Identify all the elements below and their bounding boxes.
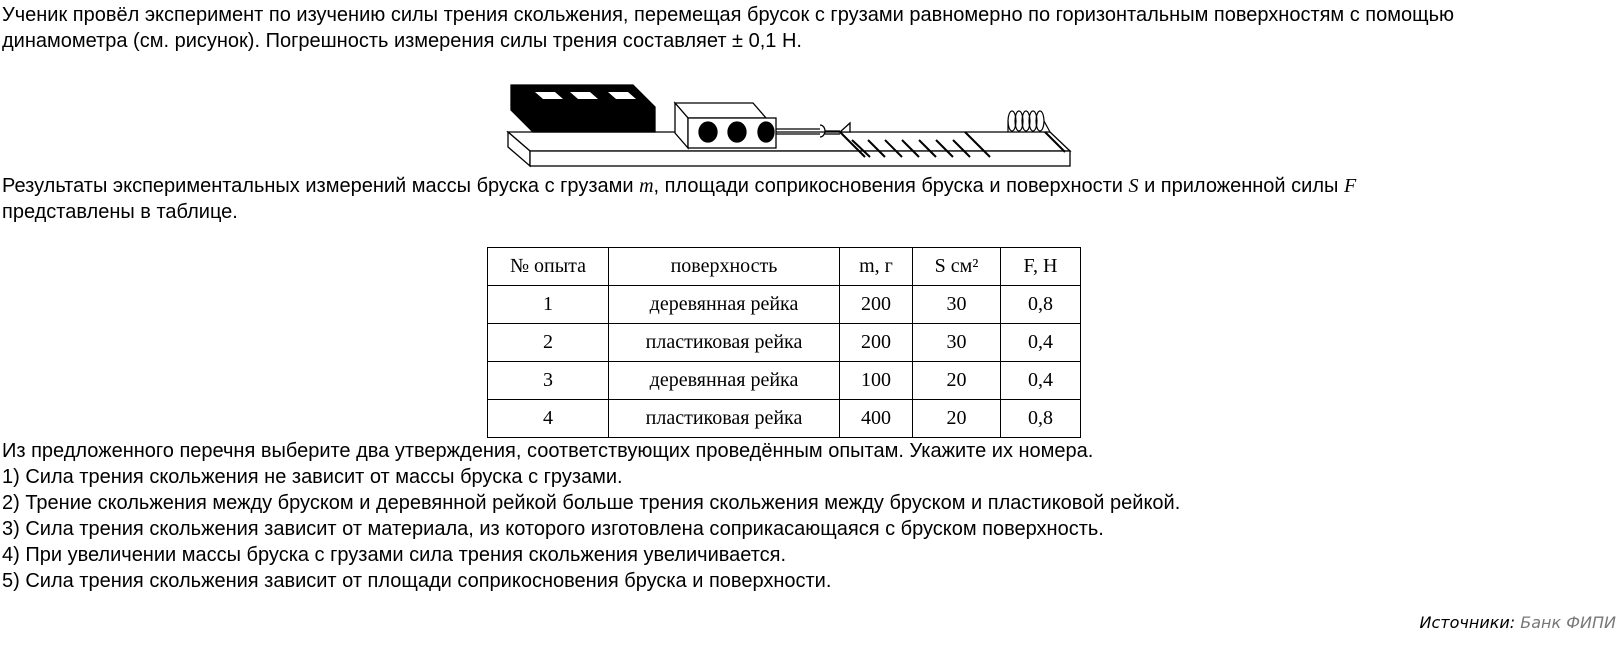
cell: 3 bbox=[488, 362, 609, 400]
intro-line-1: Ученик провёл эксперимент по изучению силы трения скольжения, перемещая брусок с грузами равномерно по горизонтальным поверхностям с помощью bbox=[2, 4, 1454, 26]
cell: 400 bbox=[840, 400, 913, 438]
table-row bbox=[488, 362, 1081, 400]
cell: 20 bbox=[913, 400, 1001, 438]
option-1: 1) Сила трения скольжения не зависит от массы бруска с грузами. bbox=[2, 466, 623, 488]
table-header-row bbox=[488, 248, 1081, 286]
cell: 0,4 bbox=[1001, 362, 1081, 400]
question: Из предложенного перечня выберите два утверждения, соответствующих проведённым опытам. Укажите их номера. bbox=[2, 440, 1094, 462]
option-5: 5) Сила трения скольжения зависит от площади соприкосновения бруска и поверхности. bbox=[2, 570, 832, 592]
experiment-figure bbox=[490, 75, 1080, 170]
cell: деревянная рейка bbox=[609, 286, 840, 324]
results-line-2: представлены в таблице. bbox=[2, 201, 238, 223]
table-row bbox=[488, 286, 1081, 324]
cell: 20 bbox=[913, 362, 1001, 400]
cell: 2 bbox=[488, 324, 609, 362]
cell: пластиковая рейка bbox=[609, 400, 840, 438]
table-row bbox=[488, 324, 1081, 362]
option-3: 3) Сила трения скольжения зависит от материала, из которого изготовлена соприкасающаяся с бруском поверхность. bbox=[2, 518, 1104, 540]
results-table bbox=[487, 247, 1081, 438]
block-with-weights bbox=[675, 103, 776, 148]
var-F: F bbox=[1343, 175, 1357, 197]
cell: 30 bbox=[913, 324, 1001, 362]
var-S: S bbox=[1128, 175, 1139, 197]
cell: 0,4 bbox=[1001, 324, 1081, 362]
results-line-1 bbox=[2, 173, 1356, 199]
source-link[interactable]: Банк ФИПИ bbox=[1520, 613, 1616, 632]
source-label: Источники: bbox=[1419, 613, 1516, 632]
header-cell: F, Н bbox=[1001, 248, 1081, 286]
text: Результаты экспериментальных измерений массы бруска с грузами bbox=[2, 175, 640, 197]
cell: 200 bbox=[840, 324, 913, 362]
intro-line-2: динамометра (см. рисунок). Погрешность измерения силы трения составляет ± 0,1 Н. bbox=[2, 30, 802, 52]
cell: 30 bbox=[913, 286, 1001, 324]
header-cell: S см² bbox=[913, 248, 1001, 286]
cell: 4 bbox=[488, 400, 609, 438]
table-row bbox=[488, 400, 1081, 438]
text: , площади соприкосновения бруска и поверхности bbox=[653, 175, 1129, 197]
cell: деревянная рейка bbox=[609, 362, 840, 400]
header-cell: m, г bbox=[840, 248, 913, 286]
source bbox=[1420, 613, 1616, 632]
black-block-with-weights bbox=[511, 85, 655, 132]
header-cell: поверхность bbox=[609, 248, 840, 286]
cell: 0,8 bbox=[1001, 286, 1081, 324]
text: и приложенной силы bbox=[1138, 175, 1344, 197]
option-4: 4) При увеличении массы бруска с грузами сила трения скольжения увеличивается. bbox=[2, 544, 787, 566]
cell: 200 bbox=[840, 286, 913, 324]
cell: 1 bbox=[488, 286, 609, 324]
cell: 0,8 bbox=[1001, 400, 1081, 438]
var-m: m bbox=[639, 175, 654, 197]
board bbox=[508, 132, 1070, 166]
cell: пластиковая рейка bbox=[609, 324, 840, 362]
header-cell: № опыта bbox=[488, 248, 609, 286]
option-2: 2) Трение скольжения между бруском и деревянной рейкой больше трения скольжения между бруском и пластиковой рейкой. bbox=[2, 492, 1181, 514]
cell: 100 bbox=[840, 362, 913, 400]
